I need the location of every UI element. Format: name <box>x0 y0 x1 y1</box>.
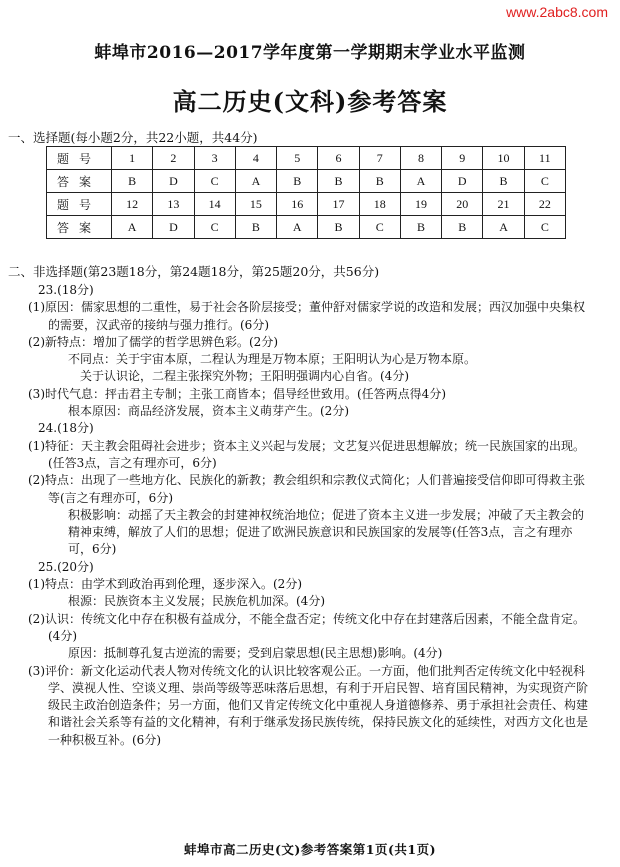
cell: B <box>400 216 441 239</box>
cell: C <box>359 216 400 239</box>
cell: B <box>483 170 524 193</box>
cell: C <box>524 170 565 193</box>
cell: D <box>153 170 194 193</box>
cell: 21 <box>483 193 524 216</box>
table-row <box>47 147 566 170</box>
cell: 15 <box>235 193 276 216</box>
cell: C <box>194 170 235 193</box>
cell: 10 <box>483 147 524 170</box>
watermark-url: www.2abc8.com <box>506 4 608 20</box>
essay-answers <box>8 282 608 749</box>
row-head: 答案 <box>47 216 112 239</box>
cell: 12 <box>112 193 153 216</box>
row-head: 题号 <box>47 147 112 170</box>
section-essay-heading: 二、非选择题(第23题18分，第24题18分，第25题20分，共56分) <box>8 264 380 279</box>
cell: B <box>235 216 276 239</box>
cell: B <box>318 170 359 193</box>
cell: A <box>483 216 524 239</box>
cell: 6 <box>318 147 359 170</box>
q24-heading: 24.(18分) <box>38 421 94 436</box>
cell: 7 <box>359 147 400 170</box>
table-row <box>47 193 566 216</box>
cell: A <box>112 216 153 239</box>
q24-part2-b: 积极影响：动摇了天主教会的封建神权统治地位；促进了资本主义进一步发展；冲破了天主教会的精神束缚，解放了人们的思想；促进了欧洲民族意识和民族国家的发展等(任答3点，言之有理亦可，6分) <box>68 507 585 557</box>
q24-part2-a: (2)特点：出现了一些地方化、民族化的新教；教会组织和宗教仪式简化；人们普遍接受信仰即可得救主张等(言之有理亦可，6分) <box>28 473 586 505</box>
answer-key-title: 高二历史(文科)参考答案 <box>172 87 448 116</box>
cell: B <box>359 170 400 193</box>
q25-part3: (3)评价：新文化运动代表人物对传统文化的认识比较客观公正。一方面，他们批判否定传统文化中轻视科学、漠视人性、空谈义理、崇尚等级等恶味落后思想，有利于开启民智、培育国民精神，为实现资产阶级民主政治创造条件；另一方面，他们又肯定传统文化中重视人身道德修养、勇于承担社会责任、构建和谐社会关系等有益的文化精神，有利于继承发扬民族传统，保持民族文化的延续性，对西方文化也是一种积极互补。(6分) <box>28 663 589 747</box>
table-row <box>47 216 566 239</box>
q23-part2-c: 关于认识论，二程主张探究外物；王阳明强调内心自省。(4分) <box>80 369 410 384</box>
q25-part2-b: 原因：抵制尊孔复古逆流的需要；受到启蒙思想(民主思想)影响。(4分) <box>68 646 443 661</box>
q25-part1-b: 根源：民族资本主义发展；民族危机加深。(4分) <box>68 594 325 609</box>
cell: 19 <box>400 193 441 216</box>
cell: 3 <box>194 147 235 170</box>
cell: C <box>194 216 235 239</box>
row-head: 答案 <box>47 170 112 193</box>
cell: 18 <box>359 193 400 216</box>
q23-part3-a: (3)时代气息：抨击君主专制；主张工商皆本；倡导经世致用。(任答两点得4分) <box>28 386 446 401</box>
cell: 4 <box>235 147 276 170</box>
cell: A <box>235 170 276 193</box>
cell: 14 <box>194 193 235 216</box>
cell: C <box>524 216 565 239</box>
cell: B <box>318 216 359 239</box>
cell: 22 <box>524 193 565 216</box>
q24-part1: (1)特征：天主教会阻碍社会进步；资本主义兴起与发展；文艺复兴促进思想解放；统一民族国家的出现。(任答3点，言之有理亦可，6分) <box>28 438 586 470</box>
cell: 5 <box>277 147 318 170</box>
q25-heading: 25.(20分) <box>38 559 94 574</box>
cell: 11 <box>524 147 565 170</box>
answer-table <box>46 146 566 239</box>
cell: 13 <box>153 193 194 216</box>
cell: A <box>277 216 318 239</box>
cell: 16 <box>277 193 318 216</box>
cell: D <box>153 216 194 239</box>
q25-part1-a: (1)特点：由学术到政治再到伦理，逐步深入。(2分) <box>28 577 302 592</box>
cell: 8 <box>400 147 441 170</box>
exam-title: 蚌埠市2016—2017学年度第一学期期末学业水平监测 <box>94 43 526 63</box>
q23-part2-b: 不同点：关于宇宙本原，二程认为理是万物本原；王阳明认为心是万物本原。 <box>68 352 477 367</box>
q25-part2-a: (2)认识：传统文化中存在积极有益成分，不能全盘否定；传统文化中存在封建落后因素，不能全盘肯定。(4分) <box>28 611 586 643</box>
cell: 9 <box>442 147 483 170</box>
q23-heading: 23.(18分) <box>38 283 94 297</box>
page-footer: 蚌埠市高二历史(文)参考答案第1页(共1页) <box>183 842 437 857</box>
cell: A <box>400 170 441 193</box>
cell: B <box>112 170 153 193</box>
cell: B <box>277 170 318 193</box>
cell: B <box>442 216 483 239</box>
cell: 2 <box>153 147 194 170</box>
q23-part3-b: 根本原因：商品经济发展，资本主义萌芽产生。(2分) <box>68 404 350 419</box>
cell: 1 <box>112 147 153 170</box>
q23-part1: (1)原因：儒家思想的二重性，易于社会各阶层接受；董仲舒对儒家学说的改造和发展；西汉加强中央集权的需要，汉武帝的接纳与强力推行。(6分) <box>28 300 586 332</box>
table-row <box>47 170 566 193</box>
section-choice-heading: 一、选择题(每小题2分，共22小题，共44分) <box>8 130 258 145</box>
cell: 20 <box>442 193 483 216</box>
row-head: 题号 <box>47 193 112 216</box>
q23-part2-a: (2)新特点：增加了儒学的哲学思辨色彩。(2分) <box>28 334 278 349</box>
cell: D <box>442 170 483 193</box>
cell: 17 <box>318 193 359 216</box>
